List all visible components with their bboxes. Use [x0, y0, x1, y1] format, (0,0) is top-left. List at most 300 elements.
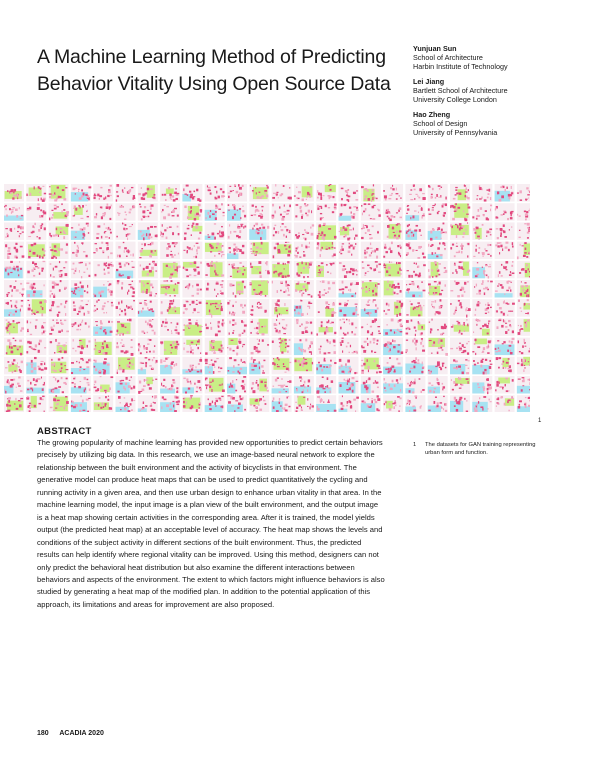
dataset-tile	[116, 280, 136, 298]
author-affiliation: Bartlett School of Architecture University College London	[413, 86, 508, 104]
dataset-tile	[517, 184, 530, 202]
dataset-tile	[428, 261, 448, 279]
dataset-tile	[361, 261, 381, 279]
dataset-tile	[26, 338, 46, 356]
dataset-tile	[450, 280, 470, 298]
dataset-tile	[472, 338, 492, 356]
dataset-tile	[383, 318, 403, 336]
dataset-tile	[160, 395, 180, 412]
dataset-tile	[495, 299, 515, 317]
dataset-tile	[316, 203, 336, 221]
dataset-tile	[361, 184, 381, 202]
dataset-tile	[116, 395, 136, 412]
dataset-tile	[4, 357, 24, 375]
dataset-tile	[495, 261, 515, 279]
dataset-tile	[4, 184, 24, 202]
dataset-tile	[405, 357, 425, 375]
dataset-tile	[361, 318, 381, 336]
dataset-tile	[182, 299, 202, 317]
dataset-tile	[361, 280, 381, 298]
dataset-figure	[0, 182, 530, 412]
dataset-tile	[249, 338, 269, 356]
dataset-tile	[205, 376, 225, 394]
dataset-tile	[26, 376, 46, 394]
dataset-tile	[517, 280, 530, 298]
dataset-tile	[93, 242, 113, 260]
dataset-tile	[249, 242, 269, 260]
dataset-tile	[428, 299, 448, 317]
dataset-tile	[4, 242, 24, 260]
dataset-tile	[428, 395, 448, 412]
dataset-tile	[26, 395, 46, 412]
dataset-tile	[450, 242, 470, 260]
dataset-tile	[472, 395, 492, 412]
dataset-tile	[294, 395, 314, 412]
dataset-tile	[4, 203, 24, 221]
dataset-tile	[205, 242, 225, 260]
dataset-tile	[205, 261, 225, 279]
dataset-tile	[339, 318, 359, 336]
dataset-tile	[116, 376, 136, 394]
dataset-tile	[472, 222, 492, 240]
dataset-tile	[4, 338, 24, 356]
caption-text: The datasets for GAN training representing urban form and function.	[425, 442, 536, 456]
dataset-tile	[49, 376, 69, 394]
dataset-tile	[182, 357, 202, 375]
dataset-tile	[339, 280, 359, 298]
dataset-tile	[138, 299, 158, 317]
dataset-tile	[361, 222, 381, 240]
dataset-tile	[93, 395, 113, 412]
dataset-tile	[383, 357, 403, 375]
dataset-tile	[49, 242, 69, 260]
dataset-tile	[272, 280, 292, 298]
author-affiliation: School of Design University of Pennsylvania	[413, 119, 498, 137]
dataset-tile	[138, 318, 158, 336]
dataset-tile	[116, 203, 136, 221]
dataset-tile	[428, 222, 448, 240]
dataset-tile	[160, 242, 180, 260]
dataset-tile	[71, 299, 91, 317]
dataset-tile	[316, 395, 336, 412]
dataset-tile	[4, 261, 24, 279]
dataset-tile	[71, 376, 91, 394]
dataset-tile	[339, 299, 359, 317]
venue-label: ACADIA 2020	[59, 730, 104, 737]
dataset-tile	[339, 395, 359, 412]
dataset-tile	[450, 318, 470, 336]
dataset-tile	[116, 261, 136, 279]
dataset-tile	[227, 395, 247, 412]
dataset-tile	[405, 299, 425, 317]
dataset-tile	[49, 261, 69, 279]
dataset-tile	[4, 376, 24, 394]
dataset-tile	[339, 338, 359, 356]
dataset-tile	[138, 242, 158, 260]
dataset-tile	[160, 261, 180, 279]
dataset-tile	[383, 203, 403, 221]
dataset-tile	[160, 318, 180, 336]
dataset-tile	[383, 376, 403, 394]
dataset-tile	[227, 357, 247, 375]
dataset-tile	[205, 280, 225, 298]
dataset-tile	[316, 299, 336, 317]
dataset-tile	[316, 376, 336, 394]
dataset-tile	[339, 203, 359, 221]
dataset-tile	[517, 222, 530, 240]
dataset-tile	[294, 280, 314, 298]
dataset-tile	[294, 222, 314, 240]
dataset-tile	[450, 395, 470, 412]
dataset-tile	[182, 376, 202, 394]
dataset-tile	[383, 222, 403, 240]
dataset-tile	[116, 222, 136, 240]
dataset-tile	[205, 338, 225, 356]
dataset-tile	[249, 184, 269, 202]
dataset-tile	[182, 318, 202, 336]
dataset-tile	[517, 338, 530, 356]
dataset-tile	[472, 242, 492, 260]
dataset-tile	[517, 357, 530, 375]
dataset-tile	[160, 338, 180, 356]
dataset-tile	[227, 203, 247, 221]
dataset-tile	[249, 376, 269, 394]
dataset-tile	[249, 261, 270, 279]
dataset-tile	[182, 203, 202, 221]
dataset-tile	[294, 261, 314, 279]
dataset-tile	[249, 280, 269, 298]
dataset-tile	[316, 357, 336, 375]
dataset-tile	[93, 261, 113, 279]
dataset-tile	[160, 357, 180, 375]
dataset-tile	[316, 242, 336, 260]
author-name: Lei Jiang	[413, 77, 445, 86]
dataset-tile	[405, 395, 425, 412]
dataset-tile	[249, 318, 269, 336]
dataset-tile	[49, 299, 69, 317]
dataset-tile	[361, 242, 381, 260]
dataset-tile	[249, 299, 269, 317]
dataset-tile	[116, 184, 136, 202]
dataset-tile	[205, 299, 225, 317]
dataset-tile	[205, 318, 225, 336]
figure-number: 1	[538, 418, 542, 424]
dataset-tile	[138, 395, 158, 412]
dataset-tile	[49, 357, 69, 375]
dataset-tile	[428, 376, 448, 394]
paper-title: A Machine Learning Method of Predicting Behavior Vitality Using Open Source Data	[37, 46, 391, 95]
dataset-tile	[49, 184, 69, 202]
dataset-tile	[383, 261, 403, 279]
author-block	[413, 77, 593, 104]
dataset-tile	[472, 376, 492, 394]
dataset-tile	[227, 299, 247, 317]
dataset-tile	[138, 280, 158, 298]
author-name: Yunjuan Sun	[413, 44, 457, 53]
dataset-tile	[495, 203, 515, 221]
dataset-tile	[182, 395, 202, 412]
dataset-tile	[495, 280, 515, 298]
dataset-tile	[450, 338, 470, 356]
dataset-tile	[272, 318, 292, 336]
dataset-tile	[71, 318, 91, 336]
dataset-tile	[450, 357, 470, 375]
dataset-tile	[116, 299, 136, 317]
dataset-tile	[272, 222, 292, 240]
dataset-tile	[249, 222, 269, 240]
dataset-tile	[316, 280, 336, 298]
dataset-tile	[405, 222, 425, 240]
dataset-tile	[160, 376, 180, 394]
dataset-tile	[205, 222, 225, 240]
dataset-tile	[495, 376, 515, 394]
dataset-tile	[405, 184, 425, 202]
dataset-tile	[495, 222, 515, 240]
dataset-tile	[517, 242, 530, 260]
dataset-tile	[383, 184, 403, 202]
dataset-tile	[49, 318, 69, 336]
dataset-tile	[227, 376, 247, 394]
dataset-tile	[93, 338, 113, 356]
dataset-tile	[405, 318, 425, 336]
dataset-tile	[49, 280, 69, 298]
dataset-tile	[316, 318, 336, 336]
abstract-heading: ABSTRACT	[37, 426, 92, 437]
dataset-tile	[272, 338, 292, 356]
dataset-tile	[49, 203, 69, 221]
dataset-tile	[517, 299, 530, 317]
dataset-tile	[383, 299, 403, 317]
dataset-tile	[294, 299, 314, 317]
dataset-tile	[495, 338, 515, 356]
dataset-tile	[26, 222, 46, 240]
author-list	[413, 44, 593, 143]
dataset-tile	[472, 280, 492, 298]
dataset-tile	[160, 280, 180, 298]
dataset-tile	[182, 338, 202, 356]
dataset-tile	[517, 318, 530, 336]
dataset-tile	[517, 261, 530, 279]
dataset-tile	[428, 203, 448, 221]
dataset-tile	[71, 395, 91, 412]
dataset-tile	[294, 338, 314, 356]
dataset-tile	[249, 357, 269, 375]
dataset-tile	[472, 357, 492, 375]
dataset-tile	[93, 299, 113, 317]
dataset-tile	[517, 376, 530, 394]
dataset-tile	[138, 376, 158, 394]
dataset-tile	[428, 242, 448, 260]
dataset-tile	[160, 299, 180, 317]
dataset-tile	[205, 203, 225, 221]
dataset-tile	[93, 222, 113, 240]
dataset-tile	[26, 280, 46, 298]
dataset-tile	[339, 242, 359, 260]
dataset-tile	[361, 299, 381, 317]
author-name: Hao Zheng	[413, 110, 451, 119]
dataset-tile	[227, 338, 247, 356]
dataset-tile	[71, 242, 91, 260]
dataset-tile	[160, 184, 180, 202]
dataset-tile	[294, 376, 314, 394]
dataset-tile	[49, 222, 69, 240]
dataset-tile	[294, 318, 314, 336]
dataset-tile	[517, 395, 530, 412]
dataset-tile	[182, 261, 202, 279]
dataset-tile	[495, 184, 515, 202]
dataset-tile	[227, 261, 247, 279]
dataset-tile	[26, 242, 46, 260]
dataset-tile	[249, 395, 269, 412]
dataset-tile	[272, 395, 292, 412]
dataset-tile	[383, 242, 403, 260]
author-affiliation: School of Architecture Harbin Institute of Technology	[413, 53, 508, 71]
dataset-tile	[361, 338, 381, 356]
dataset-tile	[450, 203, 470, 221]
dataset-tile	[405, 280, 425, 298]
dataset-tile	[71, 338, 91, 356]
dataset-tile	[26, 261, 46, 279]
dataset-tile	[227, 280, 247, 298]
dataset-tile	[272, 203, 292, 221]
dataset-tile	[227, 318, 247, 336]
dataset-tile	[339, 184, 359, 202]
dataset-tile	[339, 222, 359, 240]
dataset-tile	[272, 376, 292, 394]
dataset-tile	[316, 184, 336, 202]
dataset-tile	[93, 280, 113, 298]
dataset-tile	[339, 261, 359, 279]
dataset-tile	[450, 299, 471, 317]
dataset-tile	[272, 357, 292, 375]
dataset-tile	[93, 203, 113, 221]
dataset-tile	[517, 203, 530, 221]
dataset-tile	[249, 203, 269, 221]
dataset-tile	[495, 395, 515, 412]
dataset-tile	[71, 280, 91, 298]
dataset-tile	[71, 222, 91, 240]
dataset-tile	[93, 357, 113, 375]
dataset-tile	[428, 357, 448, 375]
dataset-tile	[182, 280, 202, 298]
dataset-tile	[472, 261, 492, 279]
dataset-tile	[93, 184, 113, 202]
dataset-tile	[4, 222, 24, 240]
dataset-tile	[316, 222, 336, 240]
author-block	[413, 110, 593, 137]
page-footer	[37, 730, 113, 737]
dataset-tile	[4, 395, 24, 412]
dataset-tile	[294, 184, 314, 202]
dataset-tile	[428, 280, 448, 298]
dataset-tile	[93, 318, 113, 336]
dataset-tile	[138, 222, 158, 240]
dataset-tile	[383, 338, 403, 356]
dataset-tile	[428, 184, 448, 202]
dataset-tile	[405, 242, 425, 260]
dataset-tile	[339, 357, 359, 375]
dataset-tile	[294, 357, 314, 375]
page-number: 180	[37, 730, 49, 737]
dataset-tile	[160, 222, 180, 240]
dataset-tile	[160, 203, 180, 221]
dataset-tile	[26, 184, 46, 202]
dataset-tile	[361, 203, 381, 221]
caption-number: 1	[413, 442, 417, 448]
dataset-tile	[71, 203, 91, 221]
dataset-tile	[227, 242, 247, 260]
dataset-tile	[450, 222, 470, 240]
dataset-tile	[138, 184, 158, 202]
dataset-tile	[26, 357, 47, 375]
dataset-tile	[428, 318, 448, 336]
dataset-tile	[405, 376, 425, 394]
dataset-tile	[472, 318, 492, 336]
dataset-tile	[272, 242, 292, 260]
dataset-tile	[495, 242, 515, 260]
dataset-tile	[116, 242, 136, 260]
dataset-tile	[71, 261, 91, 279]
dataset-tile	[383, 395, 403, 412]
dataset-tile	[316, 261, 336, 279]
dataset-tile	[361, 395, 381, 412]
dataset-tile	[182, 242, 202, 260]
dataset-tile	[450, 261, 470, 279]
dataset-tile	[383, 280, 403, 298]
dataset-tile	[495, 357, 515, 375]
dataset-tile	[49, 395, 69, 412]
dataset-tile	[495, 318, 515, 336]
dataset-tile	[26, 299, 46, 317]
dataset-tile	[227, 184, 247, 202]
dataset-tile	[405, 203, 425, 221]
dataset-tile	[138, 338, 158, 356]
dataset-tile	[4, 318, 24, 336]
dataset-tile	[428, 338, 448, 356]
dataset-tile	[4, 299, 24, 317]
dataset-tile	[116, 318, 136, 336]
dataset-tile	[71, 357, 91, 375]
dataset-tile	[26, 318, 46, 336]
dataset-tile	[272, 184, 292, 202]
dataset-tile	[405, 261, 425, 279]
dataset-tile	[116, 357, 136, 375]
dataset-tile	[138, 261, 158, 279]
dataset-tile	[316, 338, 336, 356]
dataset-tile	[361, 376, 381, 394]
dataset-tile	[4, 280, 24, 298]
dataset-tile	[227, 222, 247, 240]
dataset-tile	[294, 242, 314, 260]
dataset-tile	[26, 203, 46, 221]
dataset-tile-grid	[0, 182, 530, 412]
dataset-tile	[472, 299, 492, 317]
dataset-tile	[182, 184, 202, 202]
dataset-tile	[339, 376, 359, 394]
dataset-tile	[405, 338, 425, 356]
dataset-tile	[93, 376, 113, 394]
dataset-tile	[138, 357, 158, 375]
dataset-tile	[205, 357, 225, 375]
dataset-tile	[182, 222, 202, 240]
dataset-tile	[205, 395, 225, 412]
dataset-tile	[272, 261, 292, 279]
dataset-tile	[472, 203, 492, 221]
dataset-tile	[294, 203, 314, 221]
dataset-tile	[116, 338, 136, 356]
dataset-tile	[361, 357, 382, 375]
abstract-text: The growing popularity of machine learning has provided new opportunities to predict certain behaviors precisely by utilizing big data. In this research, we use an image-based neural network to explore the relationship between the built environment and the activity of bicyclists in that environment. The generative model can produce heat maps that can be used to predict quantitatively the cycling and running activity in a given area, and then use urban design to enhance urban vitality in that area. In the machine learning model, the input image is a plan view of the built environment, and the output image is a heat map showing certain activities in the corresponding area. After it is trained, the model yields output (the predicted heat map) at an acceptable level of accuracy. The heat map shows the levels and conditions of the subject activity in different sections of the built environment. Thus, the predicted results can help identify where regional vitality can be improved. Using this method, designers can not only predict the behavioral heat distribution but also examine the different interactions between behaviors and aspects of the environment. The extent to which factors might influence behaviors is also studied by generating a heat map of the modified plan. In addition to the potential application of this approach, its limitations and areas for improvement are also proposed.	[37, 438, 385, 609]
